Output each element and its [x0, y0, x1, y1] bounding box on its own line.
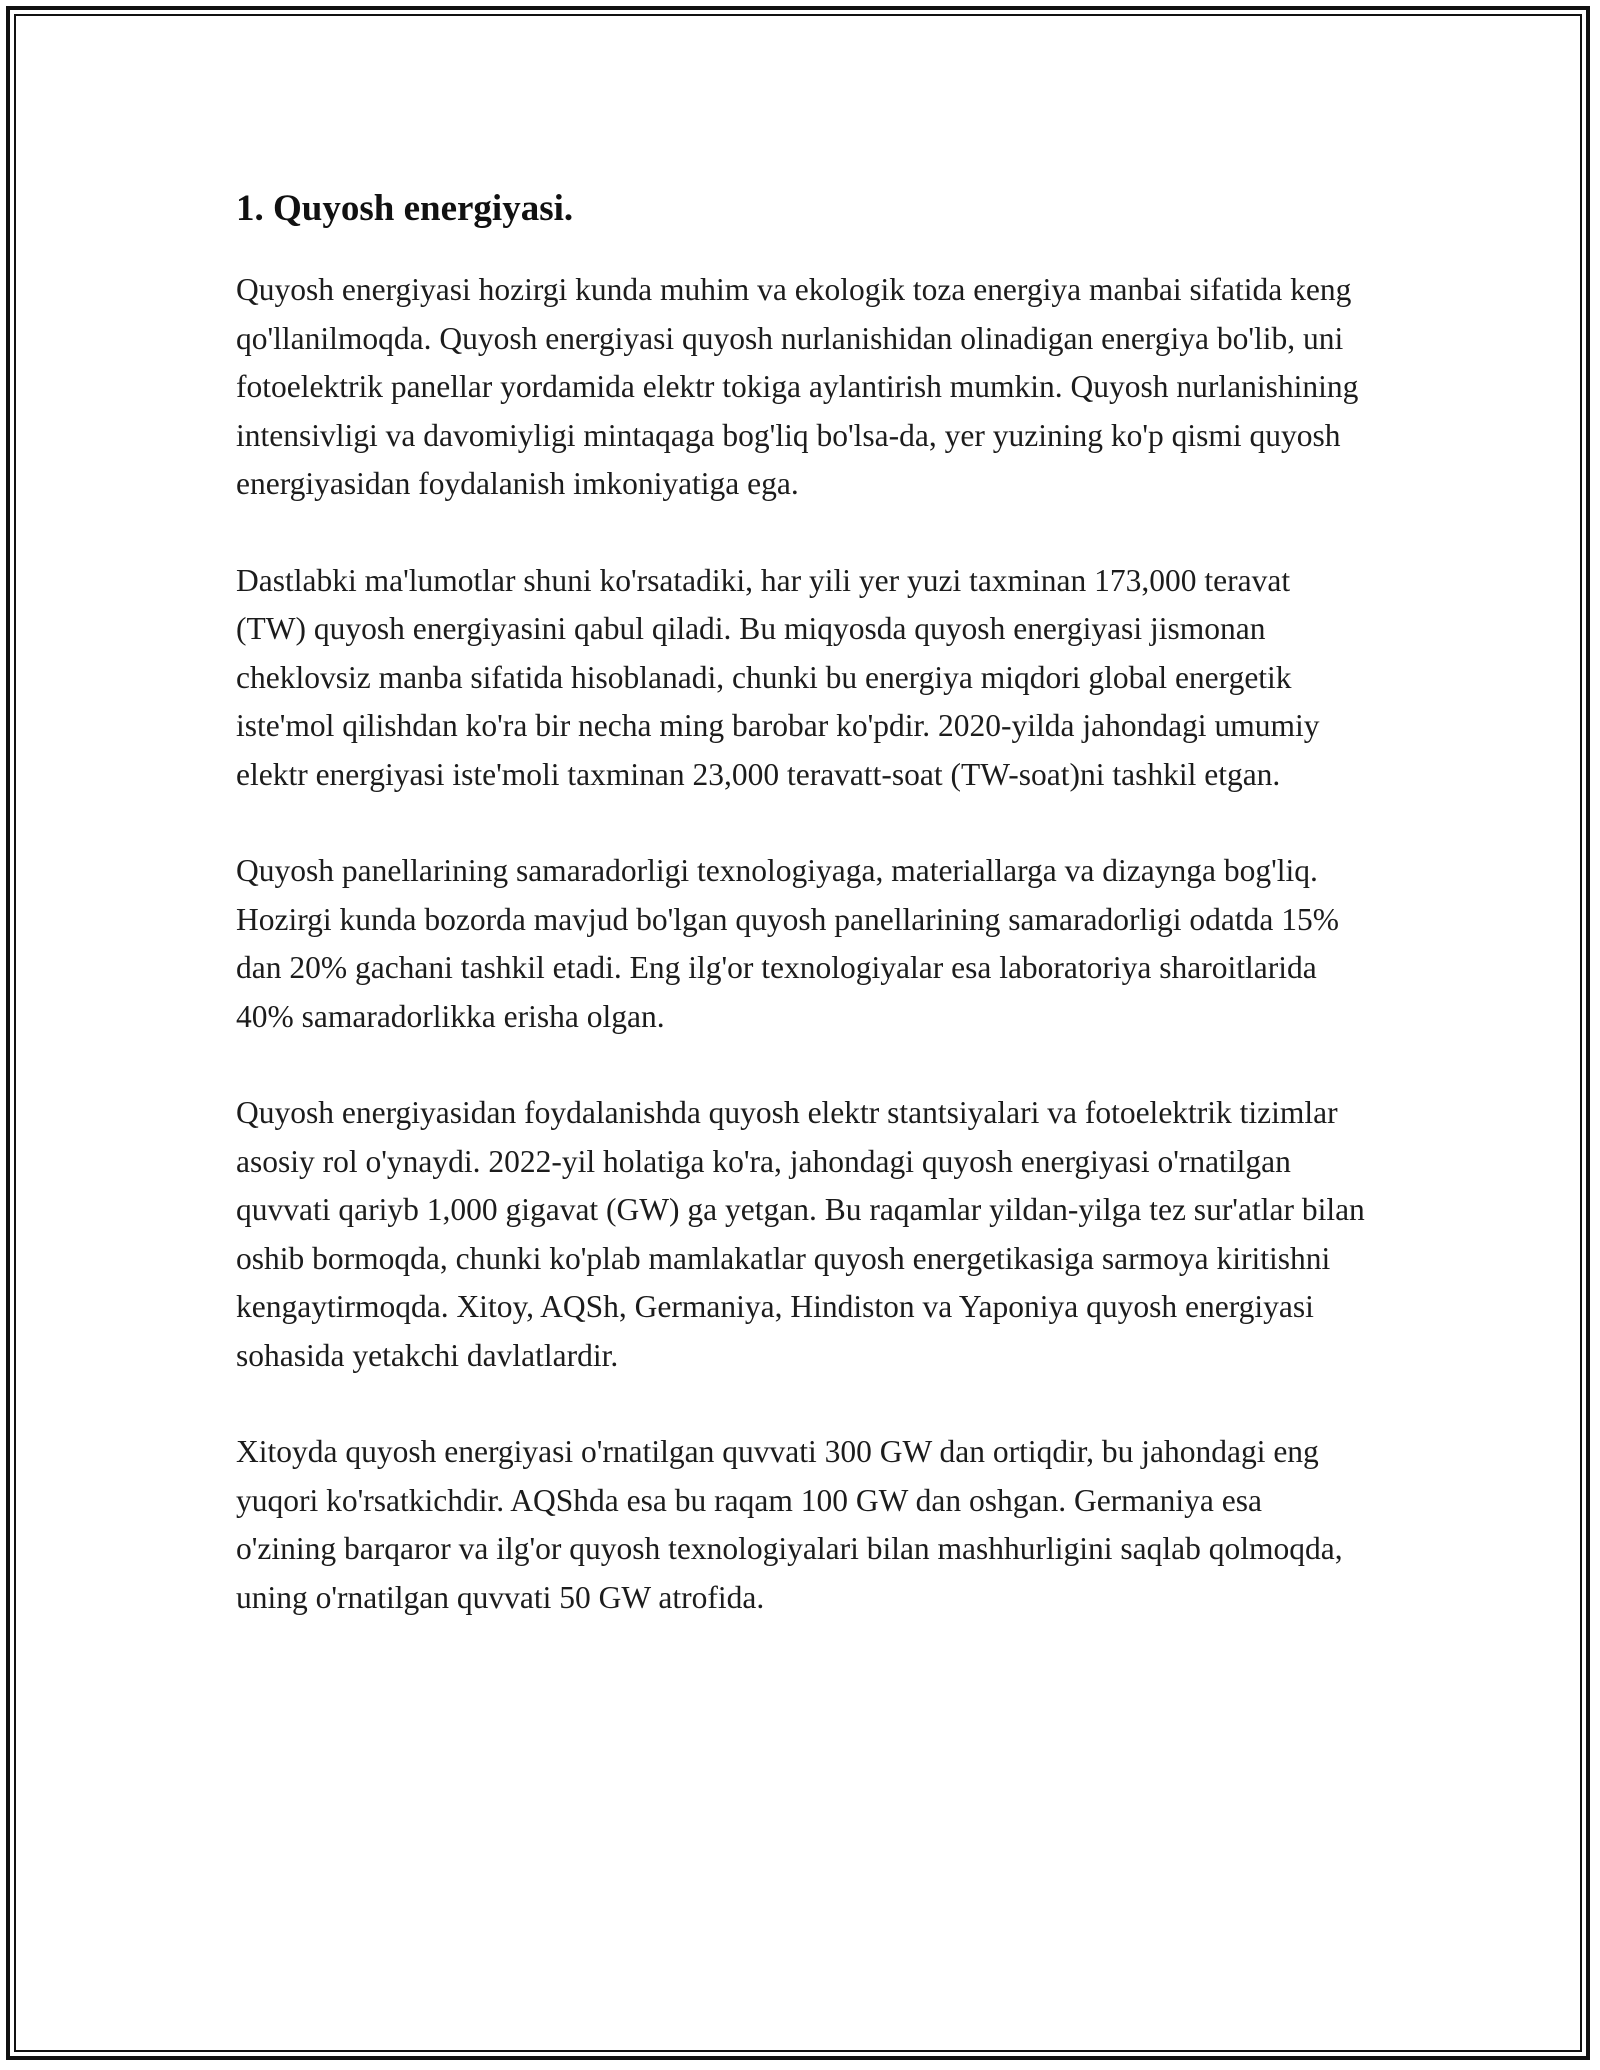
paragraph-4: Quyosh energiyasidan foydalanishda quyosh elektr stantsiyalari va fotoelektrik tizimlar asosiy rol o'ynaydi. 2022-yil holatiga ko'ra, jahondagi quyosh energiyasi o'rnatilgan quvvati qariyb 1,000 gigavat (GW) ga yetgan. Bu raqamlar yildan-yilga tez sur'atlar bilan oshib bormoqda, chunki ko'plab mamlakatlar quyosh energetikasiga sarmoya kiritishni kengaytirmoqda. Xitoy, AQSh, Germaniya, Hindiston va Yaponiya quyosh energiyasi sohasida yetakchi davlatlardir.: [236, 1095, 1365, 1373]
paragraph-3: Quyosh panellarining samaradorligi texnologiyaga, materiallarga va dizaynga bog'liq. Hozirgi kunda bozorda mavjud bo'lgan quyosh panellarining samaradorligi odatda 15% dan 20% gachani tashkil etadi. Eng ilg'or texnologiyalar esa laboratoriya sharoitlarida 40% samaradorlikka erisha olgan.: [236, 853, 1339, 1034]
section-heading: 1. Quyosh energiyasi.: [236, 188, 574, 229]
document-body: [236, 186, 1366, 1670]
paragraph-1: Quyosh energiyasi hozirgi kunda muhim va ekologik toza energiya manbai sifatida keng qo'llanilmoqda. Quyosh energiyasi quyosh nurlanishidan olinadigan energiya bo'lib, uni fotoelektrik panellar yordamida elektr tokiga aylantirish mumkin. Quyosh nurlanishining intensivligi va davomiyligi mintaqaga bog'liq bo'lsa-da, yer yuzining ko'p qismi quyosh energiyasidan foydalanish imkoniyatiga ega.: [236, 272, 1359, 501]
paragraph-2: Dastlabki ma'lumotlar shuni ko'rsatadiki, har yili yer yuzi taxminan 173,000 teravat (TW) quyosh energiyasini qabul qiladi. Bu miqyosda quyosh energiyasi jismonan cheklovsiz manba sifatida hisoblanadi, chunki bu energiya miqdori global energetik iste'mol qilishdan ko'ra bir necha ming barobar ko'pdir. 2020-yilda jahondagi umumiy elektr energiyasi iste'moli taxminan 23,000 teravatt-soat (TW-soat)ni tashkil etgan.: [236, 562, 1320, 792]
paragraph-5: Xitoyda quyosh energiyasi o'rnatilgan quvvati 300 GW dan ortiqdir, bu jahondagi eng yuqori ko'rsatkichdir. AQShda esa bu raqam 100 GW dan oshgan. Germaniya esa o'zining barqaror va ilg'or quyosh texnologiyalari bilan mashhurligini saqlab qolmoqda, uning o'rnatilgan quvvati 50 GW atrofida.: [236, 1434, 1343, 1615]
